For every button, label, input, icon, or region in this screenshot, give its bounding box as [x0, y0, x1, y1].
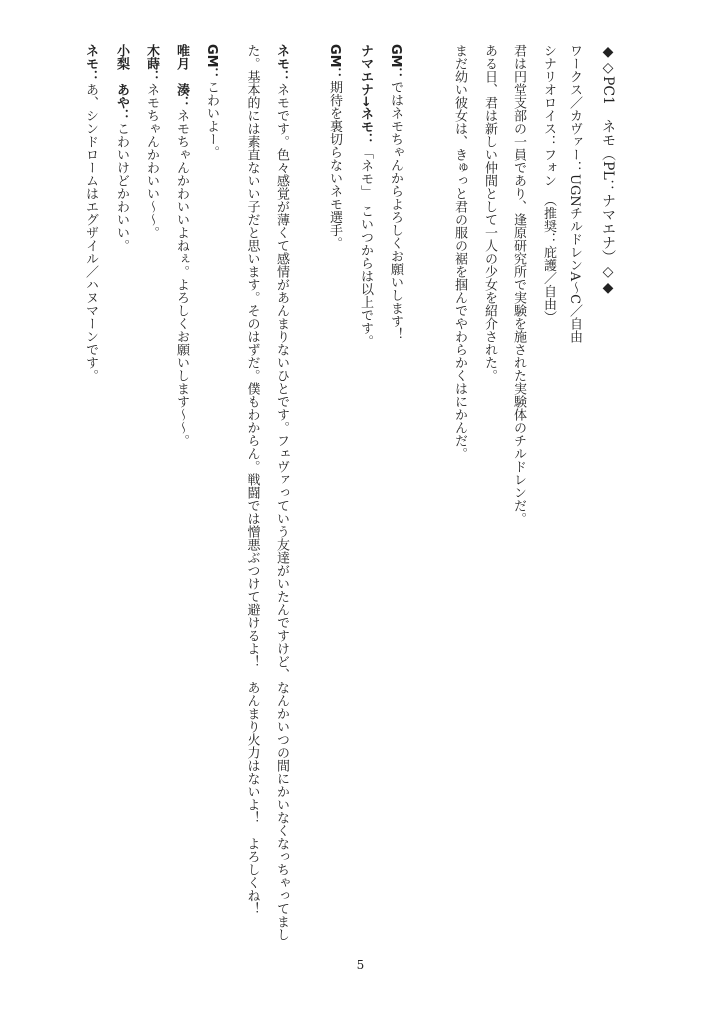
dialogue-text: 期待を裏切らないネモ選手。 — [327, 80, 342, 250]
dialogue-text: あ、シンドロームはエグザイル／ハヌマーンです。 — [83, 83, 98, 382]
section-heading: ◆◇PC1 ネモ（PL：ナマエナ）◇◆ — [600, 44, 616, 296]
dialogue-text: ネモちゃんかわいいよねぇ。よろしくお願いします〜〜。 — [174, 109, 189, 447]
page-number: 5 — [356, 958, 365, 972]
dialogue-line — [173, 44, 189, 447]
speaker-name: ネモ： — [274, 44, 289, 83]
dialogue-line — [357, 44, 373, 347]
intro-line: 君は円堂支部の一員であり、逢原研究所で実験を施された実験体のチルドレンだ。 — [511, 44, 526, 525]
dialogue-text: こわいけどかわいい。 — [114, 122, 129, 252]
speaker-name: GM： — [204, 44, 219, 81]
dialogue-line — [387, 44, 403, 341]
dialogue-line — [203, 44, 219, 159]
dialogue-line — [143, 44, 159, 239]
dialogue-text: ではネモちゃんからよろしくお願いします！ — [388, 80, 403, 341]
speaker-name: ナマエナ→ネモ： — [358, 44, 373, 146]
dialogue-text: ネモちゃんかわいい〜〜。 — [144, 83, 159, 239]
speaker-name: 小梨 あや： — [114, 44, 129, 122]
intro-line: まだ幼い彼女は、きゅっと君の服の裾を掴んでやわらかくはにかんだ。 — [452, 44, 467, 460]
dialogue-line — [113, 44, 129, 252]
speaker-name: 木蒔： — [144, 44, 159, 83]
dialogue-line — [82, 44, 98, 382]
intro-line: ある日、君は新しい仲間として一人の少女を紹介された。 — [482, 44, 497, 382]
speaker-name: ネモ： — [83, 44, 98, 83]
dialogue-text: 「ネモ」 こいつからは以上です。 — [358, 145, 373, 348]
dialogue-text: こわいよー。 — [204, 80, 219, 159]
dialogue-line — [237, 44, 296, 964]
speaker-name: GM： — [388, 44, 403, 81]
dialogue-line — [326, 44, 342, 250]
dialogue-text: ネモです。色々感覚が薄くて感情があんまりないひとです。フェヴァっていう友達がいたんですけど、なんかいつの間にかいなくなっちゃってました。基本的には素直ないい子だと思います。そのはずだ。僕もわからん。戦闘では憎悪ぶつけて避けるよ！ あんまり火力はないよ！ よろしくね！ — [244, 44, 289, 941]
speaker-name: GM： — [327, 44, 342, 81]
scenario-lois-line: シナリオロイス：フォン （推奨：庇護／自由） — [541, 44, 556, 324]
works-line: ワークス／カヴァー：UGNチルドレンA〜C／自由 — [567, 44, 582, 344]
speaker-name: 唯月 湊： — [174, 44, 189, 109]
